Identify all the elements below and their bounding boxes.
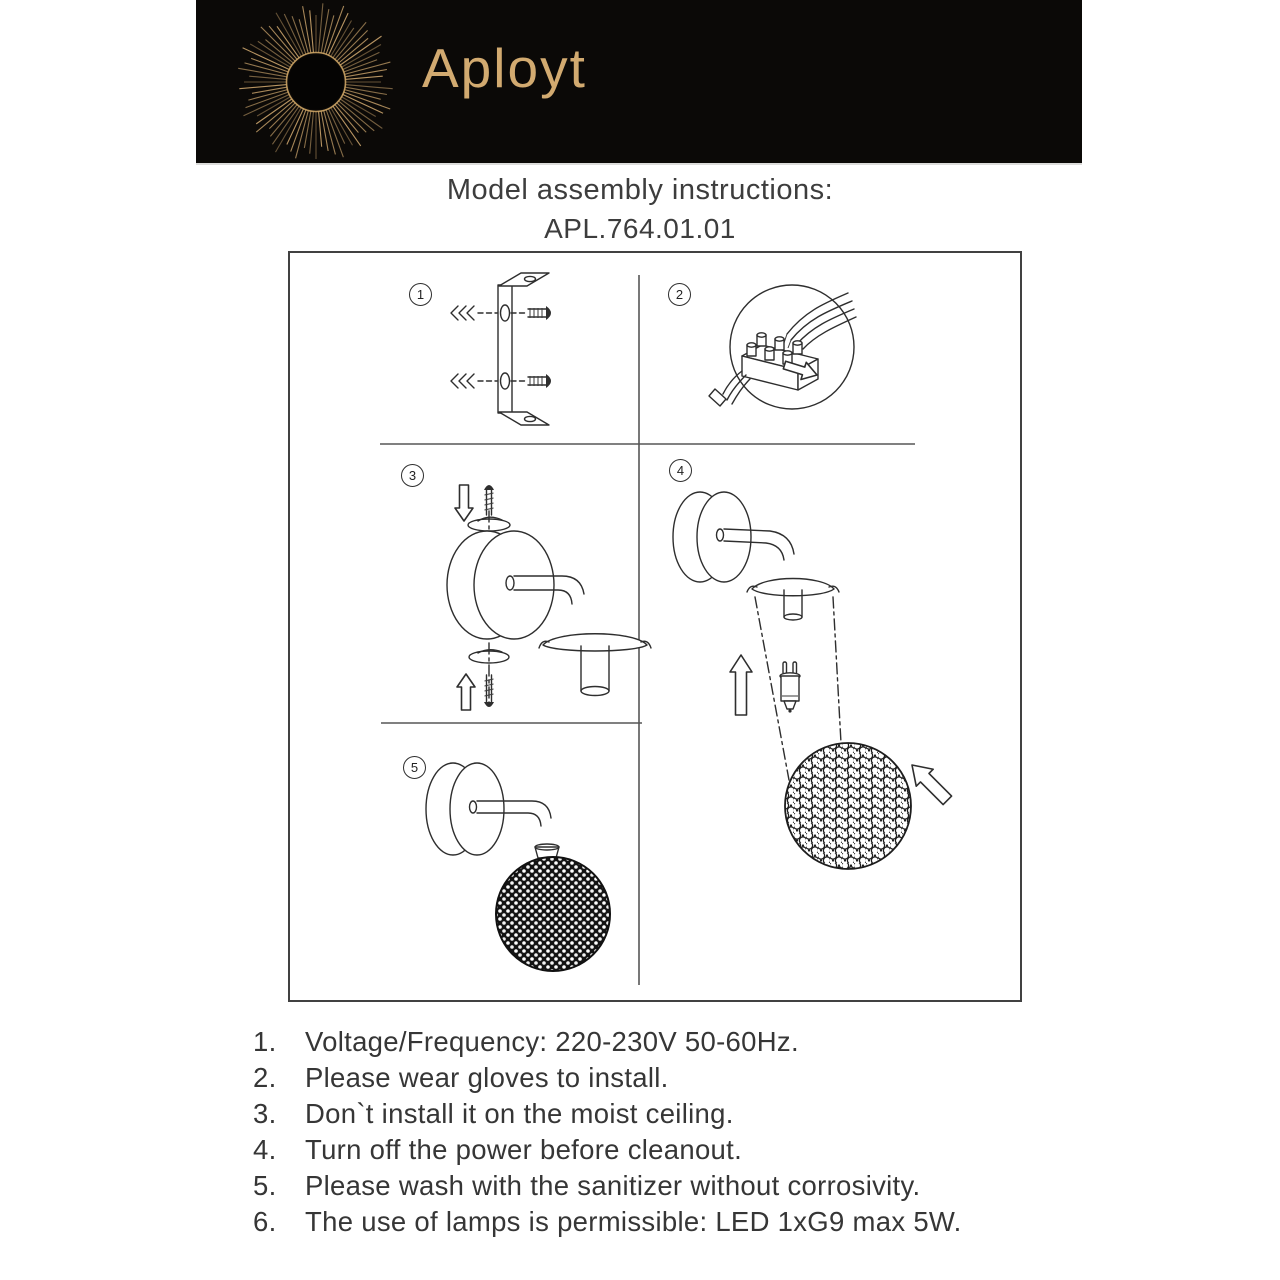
item-text: Please wash with the sanitizer without corrosivity.: [305, 1170, 921, 1201]
item-number: 4.: [253, 1134, 277, 1165]
title-block: [0, 174, 1280, 245]
panel-marker-5: 5: [403, 756, 426, 779]
list-item: [253, 1132, 1083, 1168]
brand-name: Aployt: [422, 37, 587, 99]
list-item: [253, 1024, 1083, 1060]
model-code: APL.764.01.01: [544, 213, 736, 244]
item-number: 2.: [253, 1062, 277, 1093]
down-arrow-icon: [455, 485, 473, 521]
panel-marker-1: 1: [409, 283, 432, 306]
item-number: 1.: [253, 1026, 277, 1057]
bracket-mounting-diagram: [451, 273, 551, 425]
item-text: Turn off the power before cleanout.: [305, 1134, 743, 1165]
item-text: Voltage/Frequency: 220-230V 50-60Hz.: [305, 1026, 799, 1057]
assembly-diagram-box: [288, 251, 1022, 1002]
sunburst-logo-icon: [238, 3, 393, 159]
lamp-holder-icon: [747, 579, 839, 621]
item-number: 3.: [253, 1098, 277, 1129]
item-number: 5.: [253, 1170, 277, 1201]
finished-lamp-diagram: [426, 763, 610, 971]
bulb-and-shade-diagram: [673, 492, 956, 869]
item-text: Please wear gloves to install.: [305, 1062, 669, 1093]
assembly-diagrams: [290, 253, 1020, 1000]
backplate-assembly-diagram: [447, 485, 651, 710]
up-arrow-icon: [457, 674, 475, 710]
screw-icon: [511, 306, 551, 388]
page-title: Model assembly instructions:: [446, 174, 834, 206]
g9-bulb-icon: [780, 662, 800, 713]
glass-shade-icon: [785, 743, 911, 869]
instruction-list: [253, 1024, 1083, 1240]
item-number: 6.: [253, 1206, 277, 1237]
panel-marker-2: 2: [668, 283, 691, 306]
list-item: [253, 1168, 1083, 1204]
item-text: The use of lamps is permissible: LED 1xG9 max 5W.: [305, 1206, 962, 1237]
glass-shade-icon: [496, 857, 610, 971]
list-item: [253, 1096, 1083, 1132]
list-item: [253, 1060, 1083, 1096]
banner-decor: [196, 0, 1082, 163]
wiring-connection-diagram: [709, 285, 856, 409]
brand-banner: [196, 0, 1082, 165]
item-text: Don`t install it on the moist ceiling.: [305, 1098, 734, 1129]
up-arrow-icon: [730, 655, 752, 715]
wall-anchor-icon: [451, 306, 497, 388]
panel-marker-4: 4: [669, 459, 692, 482]
list-item: [253, 1204, 1083, 1240]
panel-marker-3: 3: [401, 464, 424, 487]
lamp-holder-icon: [539, 634, 651, 696]
